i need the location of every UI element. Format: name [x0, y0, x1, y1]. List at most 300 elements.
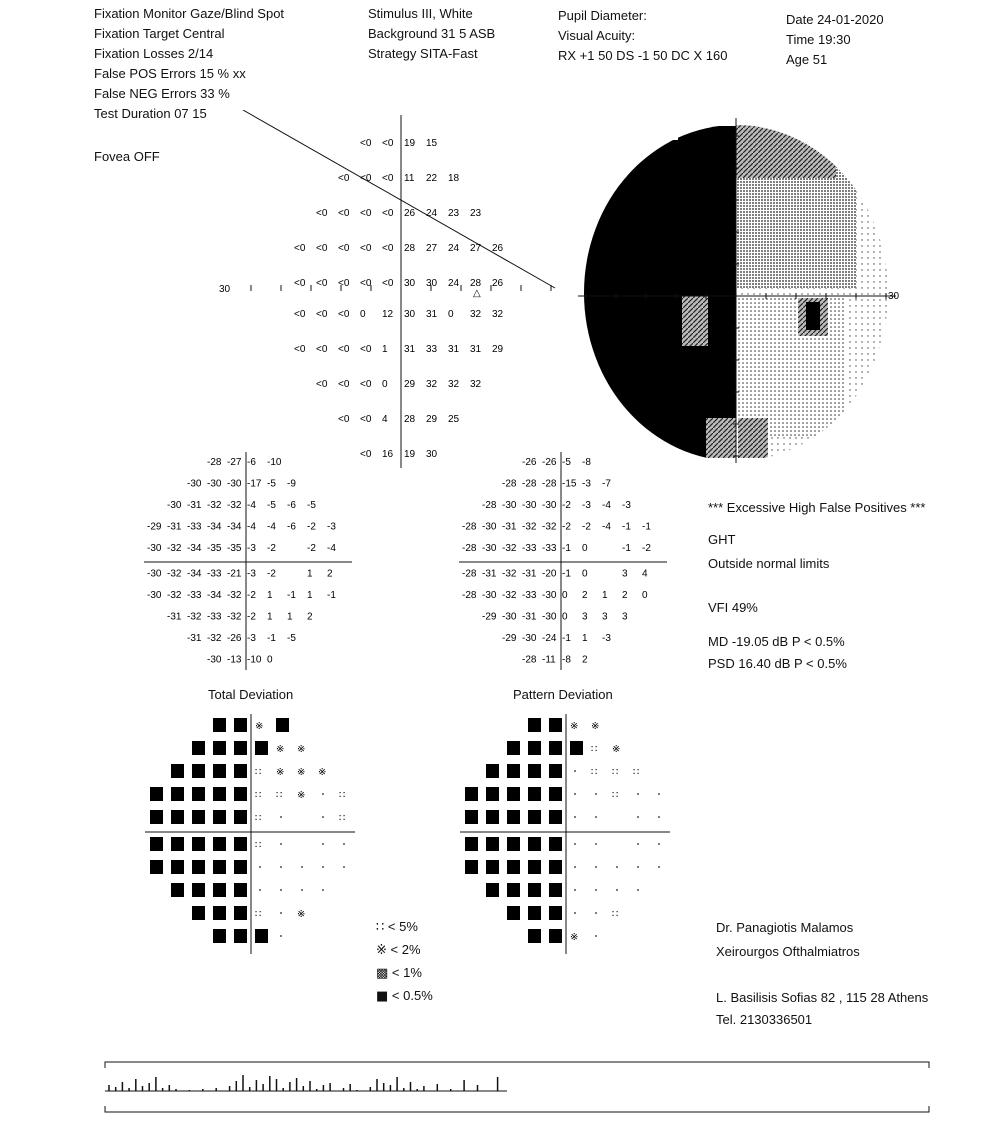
pattern-deviation-symbol: [507, 860, 520, 874]
total-deviation-value: -2: [247, 590, 256, 601]
false-positive-warning: *** Excessive High False Positives ***: [708, 500, 926, 515]
threshold-value: 31: [426, 309, 438, 320]
pattern-deviation-symbol: [595, 935, 597, 937]
header-stimulus: [368, 4, 495, 64]
threshold-plot: [215, 110, 565, 475]
threshold-value: <0: [294, 309, 306, 320]
pattern-deviation-value: -28: [502, 478, 517, 490]
time: Time 19:30: [786, 32, 851, 47]
pattern-deviation-symbol: ※: [570, 721, 579, 732]
total-deviation-value: -5: [267, 478, 276, 490]
total-deviation-symbol: [234, 929, 247, 943]
threshold-value: <0: [382, 208, 394, 219]
rx: RX +1 50 DS -1 50 DC X 160: [558, 48, 728, 63]
total-deviation-symbol: [259, 889, 261, 891]
strategy: Strategy SITA-Fast: [368, 46, 478, 61]
total-deviation-symbol: [213, 906, 226, 920]
total-deviation-symbol: ∷: [339, 813, 346, 824]
pattern-deviation-value: -32: [502, 568, 517, 580]
threshold-value: <0: [338, 278, 350, 289]
total-deviation-value: -30: [167, 500, 182, 511]
pattern-deviation-value: -3: [602, 633, 611, 644]
threshold-value: 19: [404, 449, 416, 460]
pattern-deviation-symbol: ∷: [591, 744, 598, 755]
false-pos-errors: False POS Errors 15 % xx: [94, 66, 246, 81]
total-deviation-value: -35: [207, 543, 222, 554]
pattern-deviation-symbol: [486, 810, 499, 824]
legend-5pct: [376, 916, 433, 939]
pattern-deviation-value: -1: [622, 521, 631, 533]
threshold-value: <0: [316, 344, 328, 355]
total-deviation-symbol: [322, 889, 324, 891]
total-deviation-value: -4: [247, 500, 256, 511]
legend-label: < 0.5%: [391, 988, 433, 1003]
total-deviation-value: -33: [207, 611, 222, 623]
pattern-deviation-symbol: [549, 718, 562, 732]
threshold-value: <0: [338, 379, 350, 390]
pattern-deviation-symbol: [574, 816, 576, 818]
pattern-deviation-value: -28: [462, 590, 477, 601]
threshold-value: <0: [360, 449, 372, 460]
threshold-value: 29: [426, 414, 438, 425]
total-deviation-value: -26: [227, 633, 242, 644]
threshold-value: <0: [338, 173, 350, 184]
pattern-deviation-symbol: [528, 906, 541, 920]
total-deviation-symbol: [280, 889, 282, 891]
pattern-deviation-value: -33: [522, 590, 537, 601]
pattern-deviation-value: 3: [622, 611, 628, 623]
total-deviation-symbol: [259, 866, 261, 868]
pattern-deviation-symbol: [574, 912, 576, 914]
pattern-deviation-value: 2: [582, 654, 588, 666]
pupil-diameter: Pupil Diameter:: [558, 8, 647, 23]
pattern-deviation-value: -29: [482, 611, 497, 623]
pattern-deviation-value: -30: [542, 590, 557, 601]
doctor-title: Xeirourgos Ofthalmiatros: [716, 944, 860, 959]
pattern-deviation-symbol: [507, 764, 520, 778]
vfi-value: VFI 49%: [708, 600, 758, 615]
total-deviation-value: -1: [267, 633, 276, 644]
total-deviation-symbol: [234, 787, 247, 801]
threshold-value: 31: [470, 344, 482, 355]
pattern-deviation-symbol: [595, 816, 597, 818]
total-deviation-value: -4: [327, 543, 336, 554]
threshold-value: 30: [426, 449, 438, 460]
pattern-deviation-value: -15: [562, 478, 577, 490]
total-deviation-value: -3: [327, 521, 336, 533]
threshold-value: 28: [404, 414, 416, 425]
threshold-value: <0: [316, 278, 328, 289]
total-deviation-symbol: [213, 929, 226, 943]
pattern-deviation-symbol: [658, 866, 660, 868]
pattern-deviation-symbol: [549, 929, 562, 943]
total-deviation-symbol: [213, 764, 226, 778]
total-deviation-symbol: ∷: [276, 790, 283, 801]
total-deviation-value: -29: [147, 521, 162, 533]
total-deviation-value: -17: [247, 478, 262, 490]
pattern-deviation-symbol: [528, 787, 541, 801]
threshold-value: <0: [338, 243, 350, 254]
total-deviation-symbol: [322, 843, 324, 845]
date: Date 24-01-2020: [786, 12, 884, 27]
threshold-value: <0: [316, 379, 328, 390]
threshold-value: 16: [382, 449, 394, 460]
pattern-deviation-symbol: [465, 837, 478, 851]
pattern-deviation-value: 4: [642, 568, 648, 580]
pattern-deviation-value: -26: [522, 457, 537, 468]
total-deviation-value: 2: [327, 568, 333, 580]
total-deviation-symbol: [322, 816, 324, 818]
total-deviation-symbol: ∷: [255, 909, 262, 920]
total-deviation-values: [140, 450, 360, 672]
pattern-deviation-symbol: [616, 889, 618, 891]
threshold-value: 18: [448, 173, 460, 184]
total-deviation-symbol: [213, 741, 226, 755]
total-deviation-value: 1: [307, 568, 313, 580]
threshold-value: 4: [382, 414, 388, 425]
total-deviation-value: -31: [167, 611, 182, 623]
total-deviation-symbol: ※: [297, 790, 306, 801]
total-deviation-value: -2: [267, 543, 276, 554]
pattern-deviation-value: -30: [482, 521, 497, 533]
pattern-deviation-symbol: [570, 741, 583, 755]
total-deviation-symbol: [322, 866, 324, 868]
pattern-deviation-symbol: ※: [612, 744, 621, 755]
total-deviation-symbol: ※: [255, 721, 264, 732]
threshold-value: 27: [470, 243, 482, 254]
total-deviation-value: 0: [267, 654, 273, 666]
total-deviation-value: -32: [167, 590, 182, 601]
total-deviation-value: -34: [187, 568, 202, 580]
total-deviation-symbol: [150, 860, 163, 874]
pattern-deviation-value: -32: [522, 521, 537, 533]
threshold-value: 19: [404, 138, 416, 149]
threshold-value: 28: [404, 243, 416, 254]
pattern-deviation-values: [455, 450, 675, 672]
pattern-deviation-symbol: [549, 787, 562, 801]
pattern-deviation-value: -4: [602, 521, 611, 533]
total-deviation-value: -6: [247, 457, 256, 468]
doctor-tel: Tel. 2130336501: [716, 1012, 813, 1027]
threshold-value: 31: [448, 344, 460, 355]
ght-label: GHT: [708, 532, 736, 547]
total-deviation-symbol: [192, 906, 205, 920]
pattern-deviation-symbol: ※: [570, 932, 579, 943]
total-deviation-symbol: [301, 889, 303, 891]
threshold-value: 30: [404, 278, 416, 289]
threshold-value: <0: [360, 278, 372, 289]
threshold-value: 29: [492, 344, 504, 355]
total-deviation-value: -1: [327, 590, 336, 601]
threshold-value: 29: [404, 379, 416, 390]
total-deviation-symbol: [343, 843, 345, 845]
total-deviation-value: -30: [207, 654, 222, 666]
pattern-deviation-symbol: [486, 764, 499, 778]
threshold-value: 25: [448, 414, 460, 425]
pattern-deviation-symbol: [528, 764, 541, 778]
threshold-value: 26: [492, 278, 504, 289]
pattern-deviation-value: 3: [622, 568, 628, 580]
pattern-deviation-value: -1: [562, 568, 571, 580]
total-deviation-symbol: [255, 929, 268, 943]
total-deviation-symbol: [234, 810, 247, 824]
pattern-deviation-value: -1: [562, 633, 571, 644]
threshold-value: <0: [360, 243, 372, 254]
threshold-value: 24: [426, 208, 438, 219]
total-deviation-value: -2: [307, 543, 316, 554]
pattern-deviation-symbol: [507, 810, 520, 824]
pattern-deviation-symbol: [465, 810, 478, 824]
total-deviation-value: -3: [247, 543, 256, 554]
pattern-deviation-value: -3: [582, 478, 591, 490]
pattern-deviation-symbol: [507, 906, 520, 920]
total-deviation-value: -32: [227, 590, 242, 601]
total-deviation-symbol: ∷: [255, 813, 262, 824]
pattern-deviation-probability: [460, 712, 675, 957]
pattern-deviation-symbol: [528, 718, 541, 732]
total-deviation-symbol: [234, 883, 247, 897]
threshold-value: 15: [426, 138, 438, 149]
pattern-deviation-value: -30: [542, 500, 557, 511]
pattern-deviation-value: -28: [542, 478, 557, 490]
total-deviation-symbol: [192, 883, 205, 897]
pattern-deviation-symbol: [528, 883, 541, 897]
total-deviation-value: -3: [247, 633, 256, 644]
pattern-deviation-value: -32: [502, 590, 517, 601]
pattern-deviation-symbol: [549, 741, 562, 755]
threshold-value: <0: [360, 344, 372, 355]
total-deviation-value: -30: [147, 590, 162, 601]
pattern-deviation-symbol: [637, 843, 639, 845]
threshold-value: 32: [470, 379, 482, 390]
pattern-deviation-symbol: [637, 793, 639, 795]
pattern-deviation-symbol: [574, 843, 576, 845]
threshold-value: <0: [316, 309, 328, 320]
header-left: [94, 4, 284, 124]
total-deviation-value: -33: [187, 590, 202, 601]
fixation-losses: Fixation Losses 2/14: [94, 46, 214, 61]
gaze-tracking-strip: [103, 1060, 933, 1122]
hatched-dots-icon: ※: [376, 943, 387, 958]
solid-square-icon: ■: [376, 989, 389, 1004]
total-deviation-symbol: [171, 764, 184, 778]
total-deviation-symbol: ※: [318, 767, 327, 778]
total-deviation-symbol: [322, 793, 324, 795]
pattern-deviation-value: -24: [542, 633, 557, 644]
total-deviation-symbol: ※: [297, 767, 306, 778]
total-deviation-symbol: [150, 787, 163, 801]
threshold-value: 26: [492, 243, 504, 254]
total-deviation-symbol: [171, 810, 184, 824]
threshold-value: <0: [316, 243, 328, 254]
threshold-value: 0: [360, 309, 366, 320]
pattern-deviation-value: -28: [482, 500, 497, 511]
total-deviation-value: -32: [207, 633, 222, 644]
threshold-value: 23: [448, 208, 460, 219]
pattern-deviation-symbol: [595, 866, 597, 868]
total-deviation-value: -6: [287, 500, 296, 511]
total-deviation-value: -34: [207, 590, 222, 601]
total-deviation-value: -30: [147, 543, 162, 554]
grayscale-plot: [578, 118, 903, 463]
total-deviation-symbol: ※: [297, 909, 306, 920]
total-deviation-value: -33: [187, 521, 202, 533]
total-deviation-symbol: [171, 860, 184, 874]
pattern-deviation-value: -28: [462, 568, 477, 580]
total-deviation-value: -27: [227, 457, 242, 468]
pattern-deviation-value: -2: [562, 521, 571, 533]
total-deviation-value: 2: [307, 611, 313, 623]
pattern-deviation-value: 2: [582, 590, 588, 601]
total-deviation-value: -3: [247, 568, 256, 580]
total-deviation-symbol: [213, 837, 226, 851]
pattern-deviation-symbol: [574, 889, 576, 891]
threshold-value: 0: [448, 309, 454, 320]
total-deviation-value: -32: [207, 500, 222, 511]
pattern-deviation-value: -31: [522, 568, 537, 580]
stimulus: Stimulus III, White: [368, 6, 473, 21]
total-deviation-symbol: [171, 787, 184, 801]
total-deviation-probability: [145, 712, 360, 957]
pattern-deviation-symbol: ∷: [612, 909, 619, 920]
ght-value: Outside normal limits: [708, 556, 830, 571]
total-deviation-symbol: ∷: [255, 790, 262, 801]
total-deviation-symbol: ∷: [255, 840, 262, 851]
threshold-value: 30: [404, 309, 416, 320]
threshold-value: 32: [470, 309, 482, 320]
pattern-deviation-value: -5: [562, 457, 571, 468]
threshold-value: 28: [470, 278, 482, 289]
pattern-deviation-value: -26: [542, 457, 557, 468]
total-deviation-value: -6: [287, 521, 296, 533]
total-deviation-value: -34: [207, 521, 222, 533]
total-deviation-symbol: [192, 787, 205, 801]
total-deviation-symbol: [192, 860, 205, 874]
threshold-h-axis: [243, 110, 555, 288]
test-duration: Test Duration 07 15: [94, 106, 207, 121]
total-deviation-value: -34: [227, 521, 242, 533]
pattern-deviation-symbol: [507, 837, 520, 851]
pattern-deviation-value: -30: [522, 500, 537, 511]
threshold-value: <0: [338, 414, 350, 425]
pattern-deviation-symbol: [528, 837, 541, 851]
doctor-address: L. Basilisis Sofias 82 , 115 28 Athens: [716, 990, 929, 1005]
grayscale-field: [582, 118, 903, 463]
total-deviation-title: Total Deviation: [208, 687, 294, 702]
total-deviation-value: -32: [167, 543, 182, 554]
pattern-deviation-value: 1: [602, 590, 608, 601]
legend-05pct: [376, 985, 433, 1008]
threshold-value: 11: [404, 173, 415, 184]
pattern-deviation-value: -2: [562, 500, 571, 511]
pattern-deviation-symbol: ∷: [633, 767, 640, 778]
pattern-deviation-symbol: [507, 741, 520, 755]
total-deviation-symbol: [234, 860, 247, 874]
threshold-value: 24: [448, 278, 460, 289]
pattern-deviation-value: -2: [642, 543, 651, 554]
total-deviation-symbol: [280, 866, 282, 868]
legend-2pct: [376, 939, 433, 962]
threshold-value: 32: [492, 309, 504, 320]
total-deviation-value: -32: [167, 568, 182, 580]
pattern-deviation-value: -33: [522, 543, 537, 554]
pattern-deviation-symbol: ∷: [591, 767, 598, 778]
threshold-value: 1: [382, 344, 388, 355]
dots-icon: ∷: [376, 920, 385, 935]
pattern-deviation-symbol: [486, 787, 499, 801]
threshold-value: 22: [426, 173, 438, 184]
pattern-deviation-symbol: [549, 810, 562, 824]
pattern-deviation-symbol: [637, 866, 639, 868]
total-deviation-value: -30: [227, 478, 242, 490]
pattern-deviation-symbol: [528, 860, 541, 874]
total-deviation-symbol: [276, 718, 289, 732]
pattern-deviation-symbol: [549, 860, 562, 874]
pattern-deviation-symbol: [574, 793, 576, 795]
false-neg-errors: False NEG Errors 33 %: [94, 86, 230, 101]
total-deviation-symbol: [234, 906, 247, 920]
pattern-deviation-value: -1: [642, 521, 651, 533]
pattern-deviation-value: -33: [542, 543, 557, 554]
total-deviation-symbol: [280, 843, 282, 845]
threshold-value: 12: [382, 309, 394, 320]
threshold-value: <0: [294, 243, 306, 254]
threshold-value: 0: [382, 379, 388, 390]
total-deviation-value: 1: [267, 590, 273, 601]
total-deviation-symbol: [192, 837, 205, 851]
total-deviation-value: -32: [227, 611, 242, 623]
pattern-deviation-title: Pattern Deviation: [513, 687, 613, 702]
pattern-deviation-value: -30: [542, 611, 557, 623]
pattern-deviation-symbol: [486, 860, 499, 874]
threshold-value: 27: [426, 243, 438, 254]
threshold-value: 26: [404, 208, 416, 219]
pattern-deviation-value: -28: [522, 654, 537, 666]
probability-legend: [376, 916, 433, 1008]
pattern-deviation-value: -32: [542, 521, 557, 533]
pattern-deviation-symbol: [658, 843, 660, 845]
pattern-deviation-symbol: [637, 816, 639, 818]
total-deviation-symbol: ∷: [339, 790, 346, 801]
total-deviation-value: -31: [187, 500, 202, 511]
pattern-deviation-symbol: [637, 889, 639, 891]
threshold-axis-label: 30: [219, 284, 231, 295]
doctor-name: Dr. Panagiotis Malamos: [716, 920, 854, 935]
pattern-deviation-value: -30: [482, 590, 497, 601]
threshold-value: 24: [448, 243, 460, 254]
pattern-deviation-value: 3: [582, 611, 588, 623]
pattern-deviation-symbol: [595, 793, 597, 795]
pattern-deviation-symbol: [465, 860, 478, 874]
dense-hatch-icon: ▩: [376, 966, 389, 981]
pattern-deviation-value: -20: [542, 568, 557, 580]
total-deviation-symbol: [213, 718, 226, 732]
total-deviation-symbol: ∷: [255, 767, 262, 778]
total-deviation-value: -4: [267, 521, 276, 533]
total-deviation-value: -31: [187, 633, 202, 644]
pattern-deviation-value: -31: [482, 568, 497, 580]
pattern-deviation-value: -1: [562, 543, 571, 554]
pattern-deviation-value: -28: [522, 478, 537, 490]
pattern-deviation-symbol: ∷: [612, 767, 619, 778]
total-deviation-symbol: [213, 883, 226, 897]
total-deviation-symbol: [280, 912, 282, 914]
pattern-deviation-value: -30: [522, 633, 537, 644]
pattern-deviation-symbol: [549, 906, 562, 920]
pattern-deviation-value: -31: [522, 611, 537, 623]
total-deviation-value: -10: [267, 457, 282, 468]
pattern-deviation-symbol: [658, 816, 660, 818]
